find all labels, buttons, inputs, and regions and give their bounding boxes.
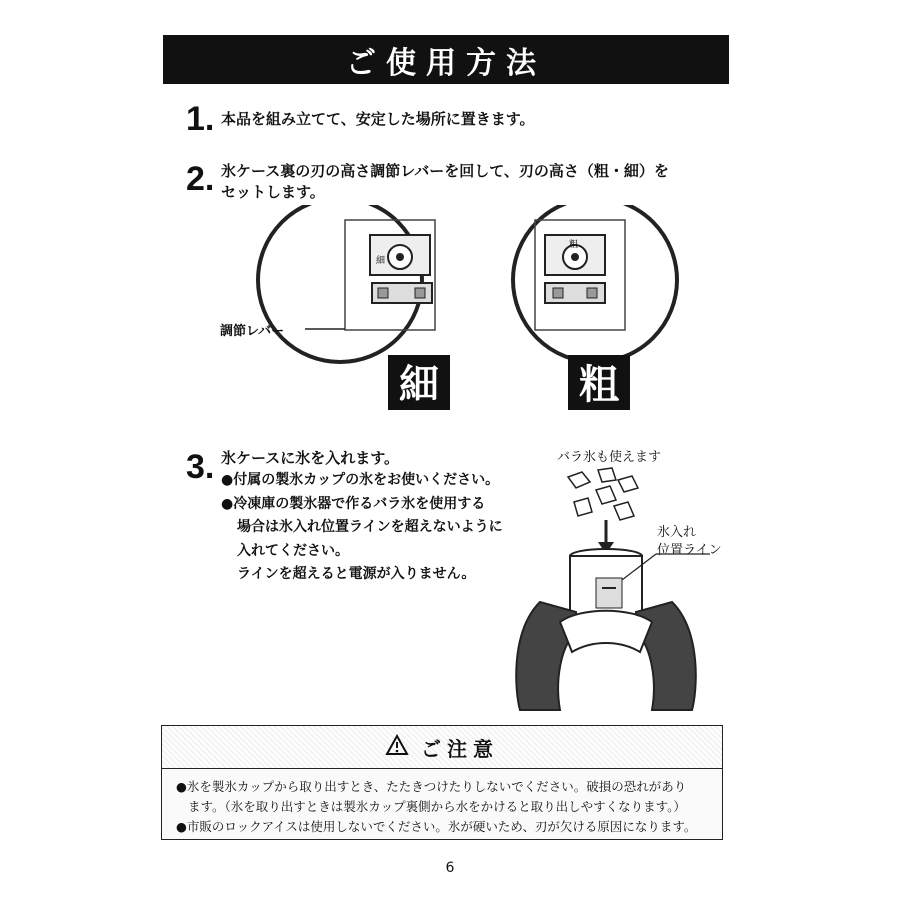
step-number: 2.: [186, 160, 215, 198]
loose-ice-label: バラ氷も使えます: [557, 450, 662, 465]
step-text: 本品を組み立てて、安定した場所に置きます。: [221, 110, 535, 128]
fine-setting-illustration: [258, 205, 435, 362]
caution-line: ●氷を製氷カップから取り出すとき、たたきつけたりしないでください。破損の恐れがあり: [176, 779, 687, 794]
fine-label: 細: [399, 362, 439, 408]
coarse-label: 粗: [579, 362, 619, 408]
step-number: 1.: [186, 100, 215, 138]
line-label-2: 位置ライン: [657, 543, 722, 558]
step-text-line-1: 氷ケース裏の刃の高さ調節レバーを回して、刃の高さ（粗・細）を: [221, 162, 669, 180]
bullet-line: ●冷凍庫の製氷器で作るバラ氷を使用する: [221, 495, 486, 512]
step-text-line-2: セットします。: [221, 183, 325, 201]
caution-line: ます。（氷を取り出すときは製氷カップ裏側から水をかけると取り出しやすくなります。）: [188, 799, 686, 814]
warning-triangle-icon: [385, 734, 409, 761]
bullet-line: ラインを超えると電源が入りません。: [237, 566, 476, 582]
caution-line: ●市販のロックアイスは使用しないでください。氷が硬いため、刃が欠ける原因になります。: [176, 819, 697, 834]
caution-title: ご注意: [421, 736, 499, 761]
caution-body: [162, 769, 722, 837]
step-number: 3.: [186, 448, 215, 486]
ice-machine-illustration: [510, 462, 710, 712]
coarse-diagram: [505, 205, 705, 415]
caution-box: [161, 725, 723, 840]
lever-label: 調節レバー: [220, 324, 285, 339]
knob-mark: 粗: [569, 240, 579, 250]
blade-height-diagram: [210, 205, 510, 415]
caution-header: [162, 726, 722, 769]
ice-cubes: [568, 468, 638, 520]
bullet-line: 場合は氷入れ位置ラインを超えないように: [237, 519, 503, 535]
page-title: ご使用方法: [163, 35, 729, 84]
line-label-1: 氷入れ: [657, 525, 697, 540]
knob-mark: 細: [376, 256, 386, 266]
page-number: 6: [445, 860, 455, 876]
bullet-line: 入れてください。: [237, 542, 349, 559]
step-3-bullets: [221, 469, 503, 587]
bullet-line: ●付属の製氷カップの氷をお使いください。: [221, 472, 500, 488]
step-text: 氷ケースに氷を入れます。: [221, 449, 400, 467]
